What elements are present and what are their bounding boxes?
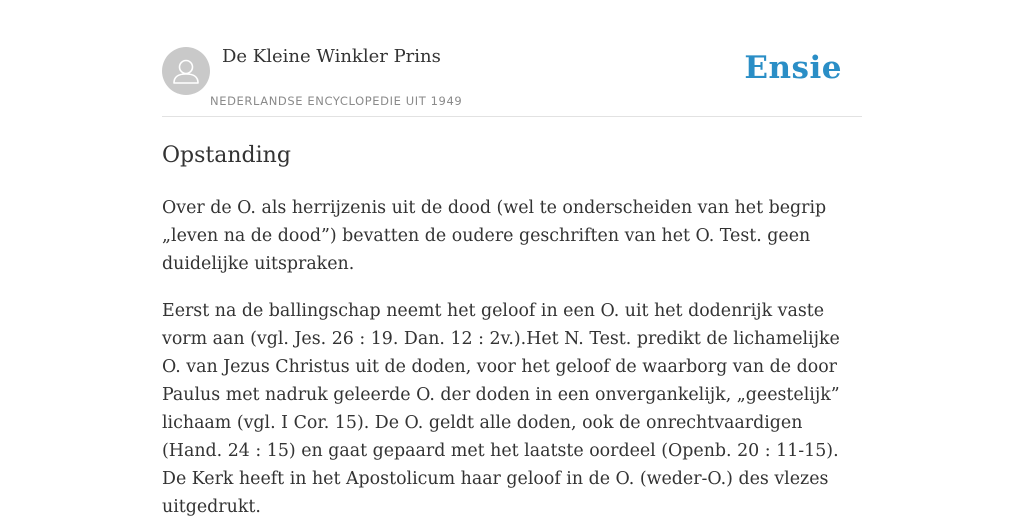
avatar[interactable] <box>162 47 210 95</box>
article-paragraph: Eerst na de ballingschap neemt het geloof in een O. uit het dodenrijk vaste vorm aan (vgl. Jes. 26 : 19. Dan. 12 : 2v.).Het N. Test. predikt de lichamelijke O. van Jezus Christus uit de doden, voor het geloof de waarborg van de door Paulus met nadruk geleerde O. der doden in een onvergankelijk, „geestelijk” lichaam (vgl. I Cor. 15). De O. geldt alle doden, ook de onrechtvaardigen (Hand. 24 : 15) en gaat gepaard met het laatste oordeel (Openb. 20 : 11-15). De Kerk heeft in het Apostolicum haar geloof in de O. (weder-O.) des vlezes uitgedrukt. <box>162 301 840 517</box>
header <box>162 0 862 117</box>
user-icon <box>162 47 210 95</box>
article-title: Opstanding <box>162 143 291 168</box>
brand-logo[interactable]: Ensie <box>744 50 842 86</box>
article-paragraph: Over de O. als herrijzenis uit de dood (wel te onderscheiden van het begrip „leven na de dood”) bevatten de oudere geschriften van het O. Test. geen duidelijke uitspraken. <box>162 198 827 274</box>
source-title[interactable]: De Kleine Winkler Prins <box>222 46 441 67</box>
page <box>162 0 862 521</box>
source-subtitle: NEDERLANDSE ENCYCLOPEDIE UIT 1949 <box>210 94 463 108</box>
